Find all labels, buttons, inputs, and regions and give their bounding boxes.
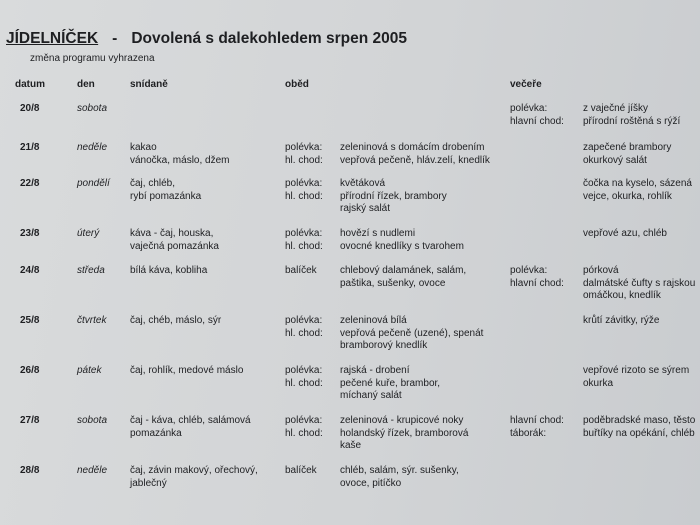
cell-breakfast: čaj, rohlík, medové máslo xyxy=(130,365,244,376)
cell-day: neděle xyxy=(77,142,108,153)
cell-breakfast: čaj, chéb, máslo, sýr xyxy=(130,315,222,326)
cell-dinner-labels: polévka: hlavní chod: xyxy=(510,265,564,289)
cell-lunch-labels: polévka: hl. chod: xyxy=(285,415,323,439)
cell-lunch-labels: polévka: hl. chod: xyxy=(285,178,323,202)
cell-breakfast: kakao vánočka, máslo, džem xyxy=(130,142,230,166)
cell-day: pondělí xyxy=(77,178,110,189)
cell-dinner-items: pórková dalmátské čufty s rajskou omáčkou, knedlík xyxy=(583,265,696,301)
cell-dinner-labels: polévka: hlavní chod: xyxy=(510,103,564,127)
cell-day: neděle xyxy=(77,465,108,476)
subtitle: změna programu vyhrazena xyxy=(30,53,155,64)
cell-lunch-items: zeleninová bílá vepřová pečeně (uzené), spenát bramborový knedlík xyxy=(340,315,484,351)
page-title xyxy=(6,30,407,48)
cell-lunch-items: květáková přírodní řízek, brambory rajský salát xyxy=(340,178,447,214)
cell-date: 26/8 xyxy=(20,365,40,376)
cell-lunch-labels: polévka: hl. chod: xyxy=(285,142,323,166)
cell-lunch-items: hovězí s nudlemi ovocné knedlíky s tvarohem xyxy=(340,228,464,252)
cell-date: 22/8 xyxy=(20,178,40,189)
cell-date: 20/8 xyxy=(20,103,40,114)
cell-lunch-labels: polévka: hl. chod: xyxy=(285,228,323,252)
title-separator: - xyxy=(112,30,118,47)
col-header-day: den xyxy=(77,79,95,90)
cell-lunch-labels: polévka: hl. chod: xyxy=(285,365,323,389)
cell-breakfast: čaj, závin makový, ořechový, jablečný xyxy=(130,465,258,489)
cell-dinner-items: zapečené brambory okurkový salát xyxy=(583,142,672,166)
title-text: Dovolená s dalekohledem srpen 2005 xyxy=(131,30,407,47)
col-header-dinner: večeře xyxy=(510,79,542,90)
cell-lunch-items: chléb, salám, sýr. sušenky, ovoce, pitíčko xyxy=(340,465,459,489)
cell-day: sobota xyxy=(77,103,108,114)
cell-breakfast: bílá káva, kobliha xyxy=(130,265,208,276)
cell-day: sobota xyxy=(77,415,108,426)
cell-date: 28/8 xyxy=(20,465,40,476)
cell-dinner-labels: hlavní chod: táborák: xyxy=(510,415,564,439)
cell-dinner-items: čočka na kyselo, sázená vejce, okurka, rohlík xyxy=(583,178,692,202)
cell-day: čtvrtek xyxy=(77,315,107,326)
menu-brand: JÍDELNÍČEK xyxy=(6,30,99,47)
cell-breakfast: čaj, chléb, rybí pomazánka xyxy=(130,178,202,202)
cell-date: 27/8 xyxy=(20,415,40,426)
cell-dinner-items: vepřové azu, chléb xyxy=(583,228,667,239)
cell-date: 25/8 xyxy=(20,315,40,326)
cell-dinner-items: krůtí závitky, rýže xyxy=(583,315,660,326)
cell-lunch-labels: polévka: hl. chod: xyxy=(285,315,323,339)
cell-lunch-items: chlebový dalamánek, salám, paštika, sušenky, ovoce xyxy=(340,265,467,289)
col-header-lunch: oběd xyxy=(285,79,309,90)
cell-dinner-items: z vaječné jíšky přírodní roštěná s rýží xyxy=(583,103,681,127)
cell-lunch-labels: balíček xyxy=(285,465,317,476)
cell-lunch-items: rajská - drobení pečené kuře, brambor, míchaný salát xyxy=(340,365,441,401)
cell-date: 23/8 xyxy=(20,228,40,239)
cell-lunch-items: zeleninová - krupicové noky holandský řízek, bramborová kaše xyxy=(340,415,469,451)
cell-day: úterý xyxy=(77,228,100,239)
cell-day: středa xyxy=(77,265,105,276)
cell-dinner-items: vepřové rizoto se sýrem okurka xyxy=(583,365,690,389)
cell-breakfast: káva - čaj, houska, vaječná pomazánka xyxy=(130,228,219,252)
cell-date: 24/8 xyxy=(20,265,40,276)
cell-day: pátek xyxy=(77,365,102,376)
cell-dinner-items: poděbradské maso, těsto buřtíky na opékání, chléb xyxy=(583,415,696,439)
col-header-date: datum xyxy=(15,79,45,90)
col-header-breakfast: snídaně xyxy=(130,79,168,90)
cell-lunch-items: zeleninová s domácím drobením vepřová pečeně, hláv.zelí, knedlík xyxy=(340,142,490,166)
cell-breakfast: čaj - káva, chléb, salámová pomazánka xyxy=(130,415,251,439)
cell-lunch-labels: balíček xyxy=(285,265,317,276)
cell-date: 21/8 xyxy=(20,142,40,153)
